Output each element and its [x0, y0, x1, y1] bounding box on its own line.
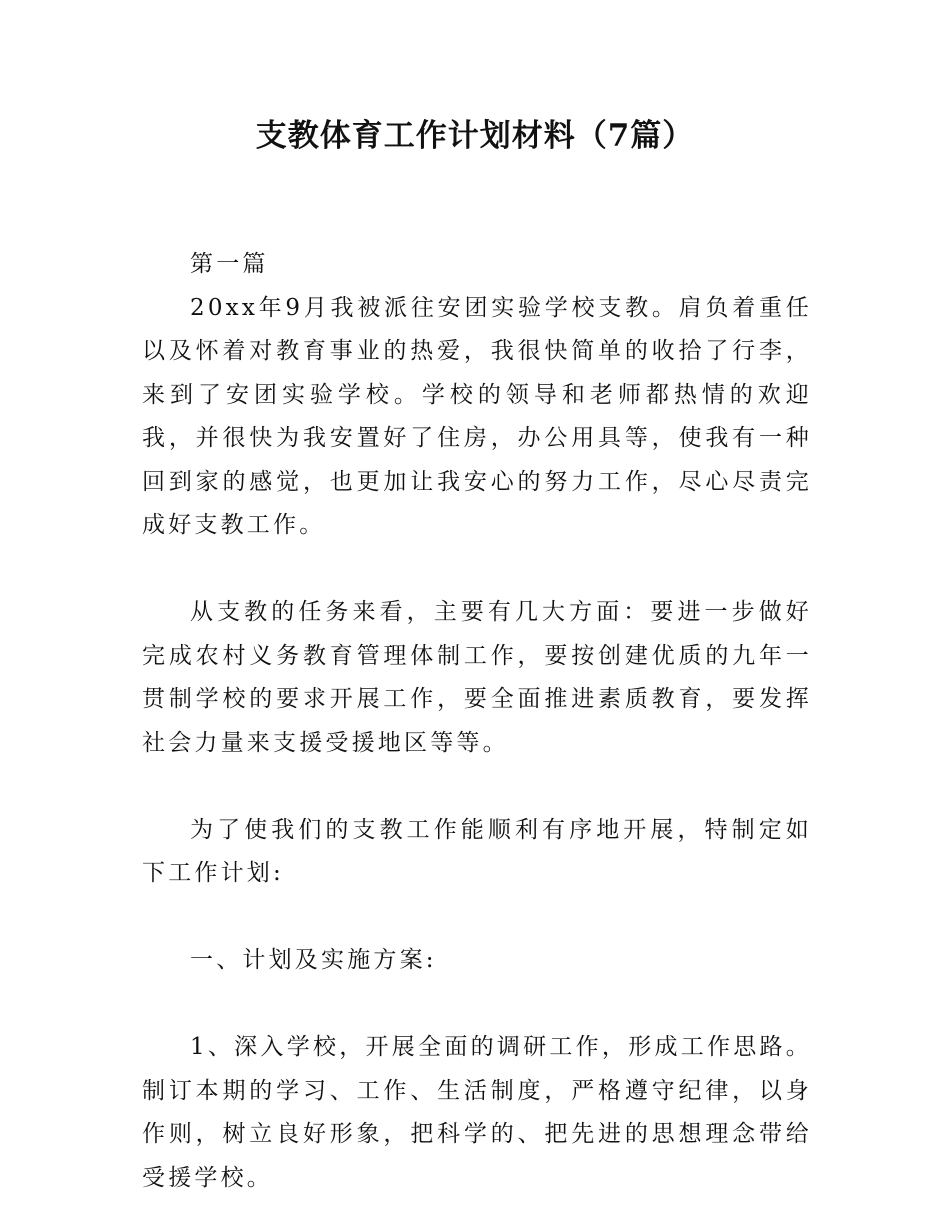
paragraph-spacer [142, 983, 812, 1027]
section-label: 第一篇 [190, 251, 269, 277]
paragraph-spacer [142, 765, 812, 809]
paragraph-spacer [142, 896, 812, 940]
paragraph-spacer [142, 548, 812, 592]
plan-heading: 一、计划及实施方案: [190, 947, 437, 973]
document-body [142, 243, 812, 1200]
paragraph-intro: 20xx年9月我被派往安团实验学校支教。肩负着重任以及怀着对教育事业的热爱，我很快简单的收拾了行李，来到了安团实验学校。学校的领导和老师都热情的欢迎我，并很快为我安置好了住房，办公用具等，使我有一种回到家的感觉，也更加让我安心的努力工作，尽心尽责完成好支教工作。 [142, 294, 812, 538]
paragraph-tasks: 从支教的任务来看，主要有几大方面：要进一步做好完成农村义务教育管理体制工作，要按创建优质的九年一贯制学校的要求开展工作，要全面推进素质教育，要发挥社会力量来支援受援地区等等。 [142, 599, 812, 756]
document-title: 支教体育工作计划材料（7篇） [255, 118, 695, 154]
paragraph-item-1: 1、深入学校，开展全面的调研工作，形成工作思路。制订本期的学习、工作、生活制度，严格遵守纪律，以身作则，树立良好形象，把科学的、把先进的思想理念带给受援学校。 [142, 1034, 812, 1191]
paragraph-purpose: 为了使我们的支教工作能顺利有序地开展，特制定如下工作计划: [142, 816, 812, 886]
